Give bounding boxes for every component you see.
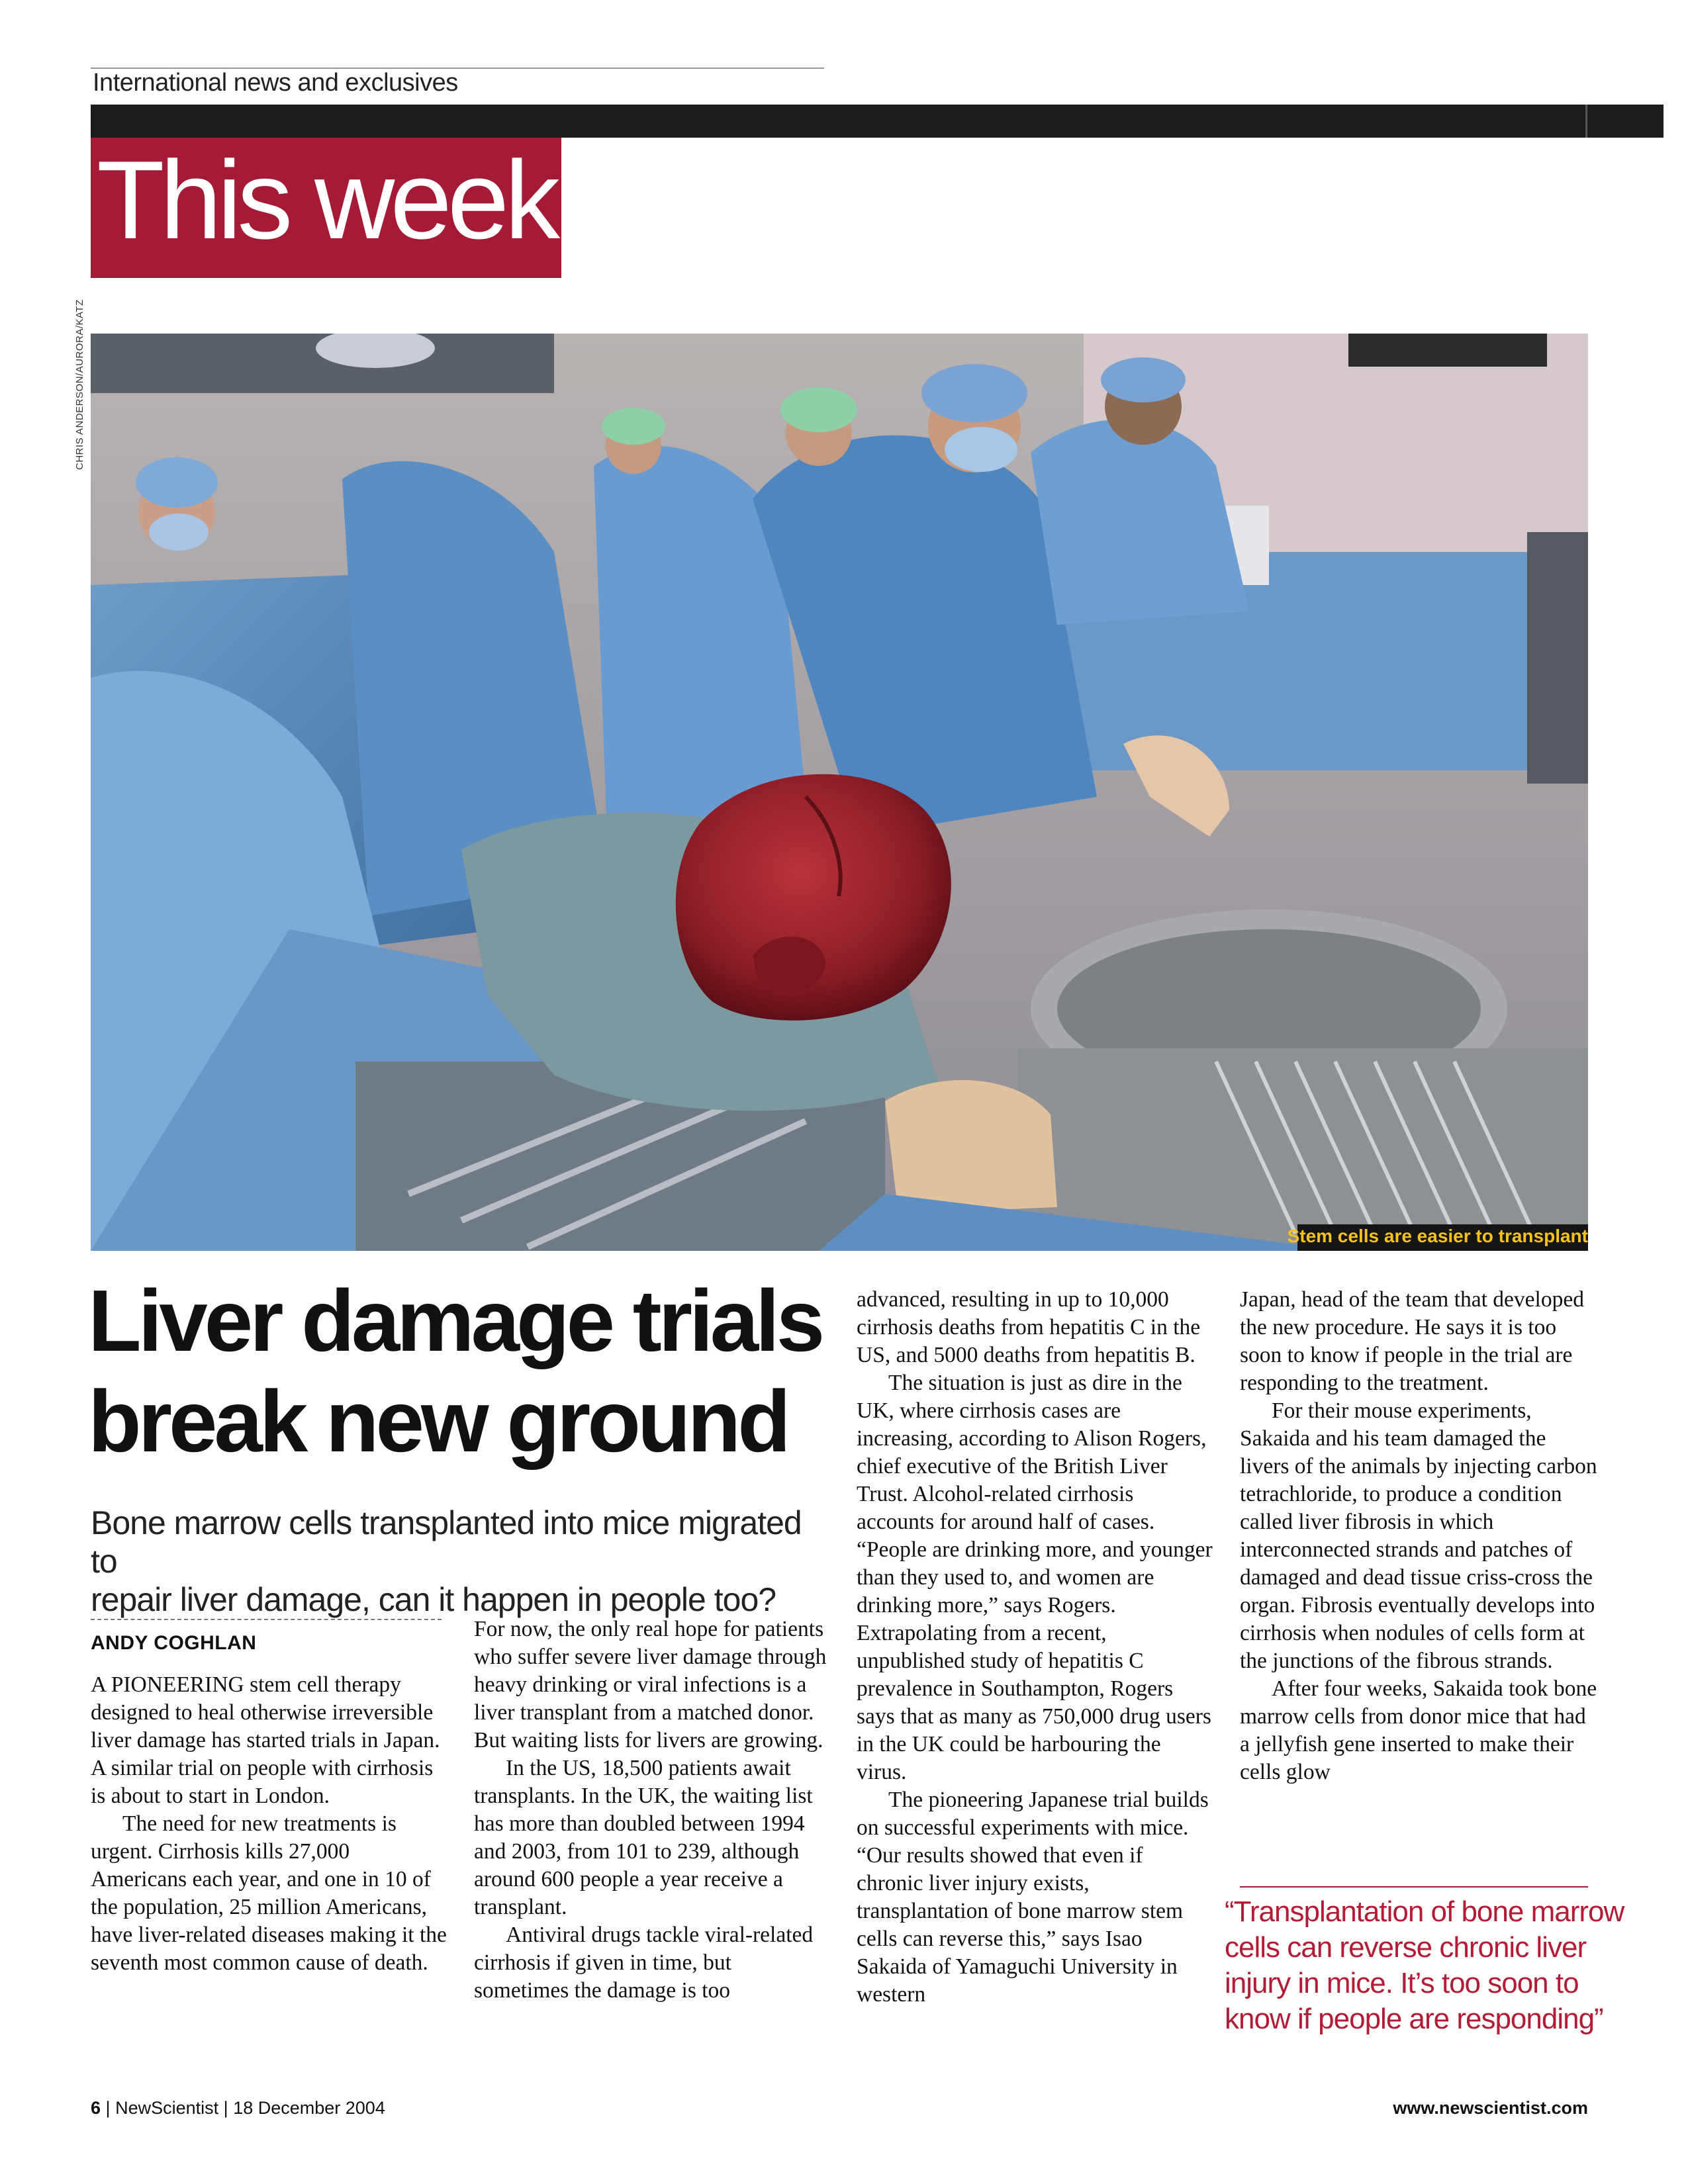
body-column-2 xyxy=(474,1615,831,2005)
paragraph: For now, the only real hope for patients who suffer severe liver damage through heavy drinking or viral infections is a liver transplant from a matched donor. But waiting lists for livers are growing. xyxy=(474,1617,827,1752)
body-column-1 xyxy=(91,1671,448,1977)
headline xyxy=(88,1271,829,1472)
footer-folio xyxy=(91,2098,385,2118)
folio-separator: | xyxy=(223,2098,228,2118)
paragraph: A PIONEERING stem cell therapy designed to heal otherwise irreversible liver damage has started trials in Japan. A similar trial on people with cirrhosis is about to start in London. xyxy=(91,1672,440,1808)
body-column-3 xyxy=(857,1286,1214,2009)
pull-quote-line: injury in mice. It’s too soon to xyxy=(1225,1967,1579,1999)
page-number: 6 xyxy=(91,2098,101,2118)
surgery-photo-illustration xyxy=(91,334,1588,1251)
body-column-4 xyxy=(1240,1286,1597,1786)
paragraph: In the US, 18,500 patients await transplants. In the UK, the waiting list has more than doubled between 1994 and 2003, from 101 to 239, although around 600 people a year receive a transplant. xyxy=(474,1756,813,1919)
paragraph: Antiviral drugs tackle viral-related cirrhosis if given in time, but sometimes the damage is too xyxy=(474,1923,814,2003)
paragraph: advanced, resulting in up to 10,000 cirrhosis deaths from hepatitis C in the US, and 5000 deaths from hepatitis B. xyxy=(857,1287,1201,1367)
standfirst-line: repair liver damage, can it happen in people too? xyxy=(91,1581,776,1618)
section-kicker: International news and exclusives xyxy=(93,69,458,97)
standfirst xyxy=(91,1504,832,1619)
paragraph: For their mouse experiments, Sakaida and his team damaged the livers of the animals by injecting carbon tetrachloride, to produce a condition called liver fibrosis in which interconnected strands and patches of damaged and dead tissue criss-cross the organ. Fibrosis eventually develops into cirrhosis when nodules of cells form at the junctions of the fibrous strands. xyxy=(1240,1398,1597,1673)
pull-quote-rule xyxy=(1240,1886,1588,1888)
headline-line: break new ground xyxy=(88,1373,788,1470)
website-link[interactable]: www.newscientist.com xyxy=(1393,2098,1588,2118)
pull-quote-line: know if people are responding” xyxy=(1225,2003,1603,2035)
paragraph: After four weeks, Sakaida took bone marrow cells from donor mice that had a jellyfish gene inserted to make their cells glow xyxy=(1240,1676,1597,1784)
folio-separator: | xyxy=(105,2098,111,2118)
paragraph: The pioneering Japanese trial builds on successful experiments with mice. “Our results showed that even if chronic liver injury exists, transplantation of bone marrow stem cells can reverse this,” says Isao Sakaida of Yamaguchi University in western xyxy=(857,1788,1209,2007)
issue-date: 18 December 2004 xyxy=(233,2098,385,2118)
pull-quote-line: “Transplantation of bone marrow xyxy=(1225,1895,1624,1928)
pull-quote xyxy=(1225,1894,1624,2037)
standfirst-line: Bone marrow cells transplanted into mice migrated to xyxy=(91,1504,802,1580)
section-title: This week xyxy=(97,138,556,262)
headline-line: Liver damage trials xyxy=(88,1272,822,1369)
header-bar xyxy=(91,105,1664,138)
header-bar-divider xyxy=(1585,105,1587,138)
byline-rule xyxy=(91,1619,442,1620)
surgery-photo xyxy=(91,334,1588,1251)
paragraph: The situation is just as dire in the UK, where cirrhosis cases are increasing, according to Alison Rogers, chief executive of the British Liver Trust. Alcohol-related cirrhosis accounts for around half of cases. “People are drinking more, and younger than they used to, and women are drinking more,” says Rogers. Extrapolating from a recent, unpublished study of hepatitis C prevalence in Southampton, Rogers says that as many as 750,000 drug users in the UK could be harbouring the virus. xyxy=(857,1371,1213,1784)
pull-quote-line: cells can reverse chronic liver xyxy=(1225,1931,1587,1964)
paragraph: Japan, head of the team that developed the new procedure. He says it is too soon to know if people in the trial are responding to the treatment. xyxy=(1240,1287,1584,1395)
byline: ANDY COGHLAN xyxy=(91,1632,257,1654)
paragraph: The need for new treatments is urgent. Cirrhosis kills 27,000 Americans each year, and one in 10 of the population, 25 million Americans, have liver-related diseases making it the seventh most common cause of death. xyxy=(91,1811,447,1975)
photo-credit: CHRIS ANDERSON/AURORA/KATZ xyxy=(74,299,85,470)
photo-caption: Stem cells are easier to transplant xyxy=(1287,1226,1588,1246)
publication-name: NewScientist xyxy=(115,2098,219,2118)
